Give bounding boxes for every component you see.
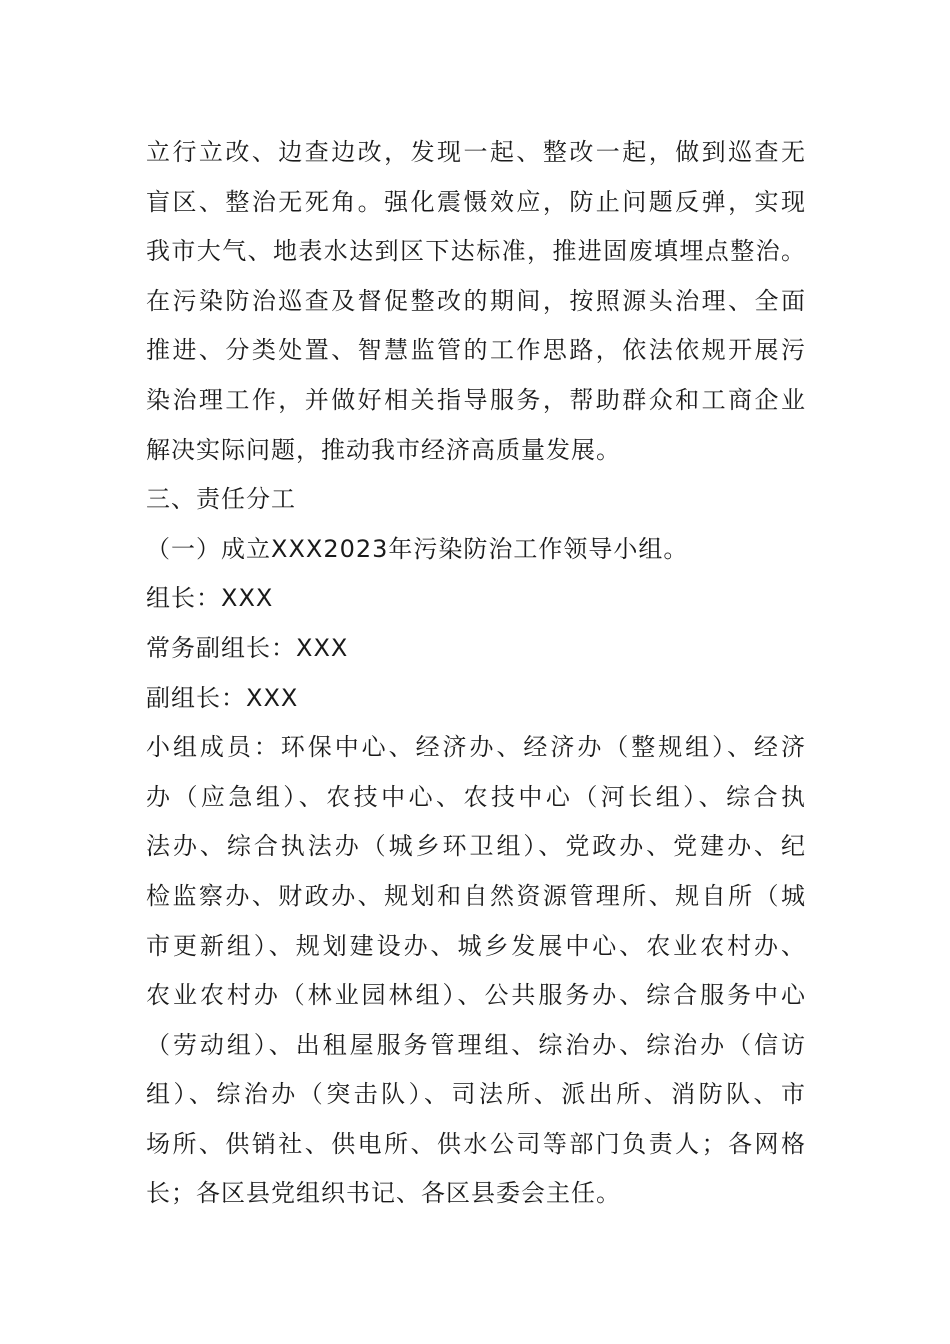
members-line: 农业农村办（林业园林组）、公共服务办、综合服务中心	[146, 981, 806, 1010]
members-line: 组）、综治办（突击队）、司法所、派出所、消防队、市	[146, 1080, 806, 1109]
text-line: 染治理工作，并做好相关指导服务，帮助群众和工商企业	[146, 385, 806, 414]
members-line: 法办、综合执法办（城乡环卫组）、党政办、党建办、纪	[146, 832, 806, 861]
executive-deputy-leader-line: 常务副组长：XXX	[146, 633, 349, 662]
deputy-leader-line: 副组长：XXX	[146, 683, 299, 712]
leader-line: 组长：XXX	[146, 584, 274, 613]
members-line: （劳动组）、出租屋服务管理组、综治办、综治办（信访	[146, 1030, 806, 1059]
text-line: 解决实际问题，推动我市经济高质量发展。	[146, 435, 621, 464]
subsection-heading: （一）成立XXX2023年污染防治工作领导小组。	[146, 534, 689, 563]
text-line: 立行立改、边查边改，发现一起、整改一起，做到巡查无	[146, 138, 806, 166]
members-line: 长；各区县党组织书记、各区县委会主任。	[146, 1179, 621, 1208]
members-line: 办（应急组）、农技中心、农技中心（河长组）、综合执	[146, 782, 806, 811]
members-line: 场所、供销社、供电所、供水公司等部门负责人；各网格	[146, 1129, 806, 1158]
text-line: 推进、分类处置、智慧监管的工作思路，依法依规开展污	[146, 336, 806, 365]
document-page	[146, 128, 806, 1219]
text-line: 我市大气、地表水达到区下达标准，推进固废填埋点整治。	[146, 237, 806, 266]
text-line: 在污染防治巡查及督促整改的期间，按照源头治理、全面	[146, 286, 806, 315]
text-line: 盲区、整治无死角。强化震慑效应，防止问题反弹，实现	[146, 187, 806, 216]
members-line: 检监察办、财政办、规划和自然资源管理所、规自所（城	[146, 881, 806, 910]
section-heading: 三、责任分工	[146, 485, 296, 514]
members-line: 市更新组）、规划建设办、城乡发展中心、农业农村办、	[146, 931, 806, 960]
members-line: 小组成员：环保中心、经济办、经济办（整规组）、经济	[146, 733, 806, 762]
